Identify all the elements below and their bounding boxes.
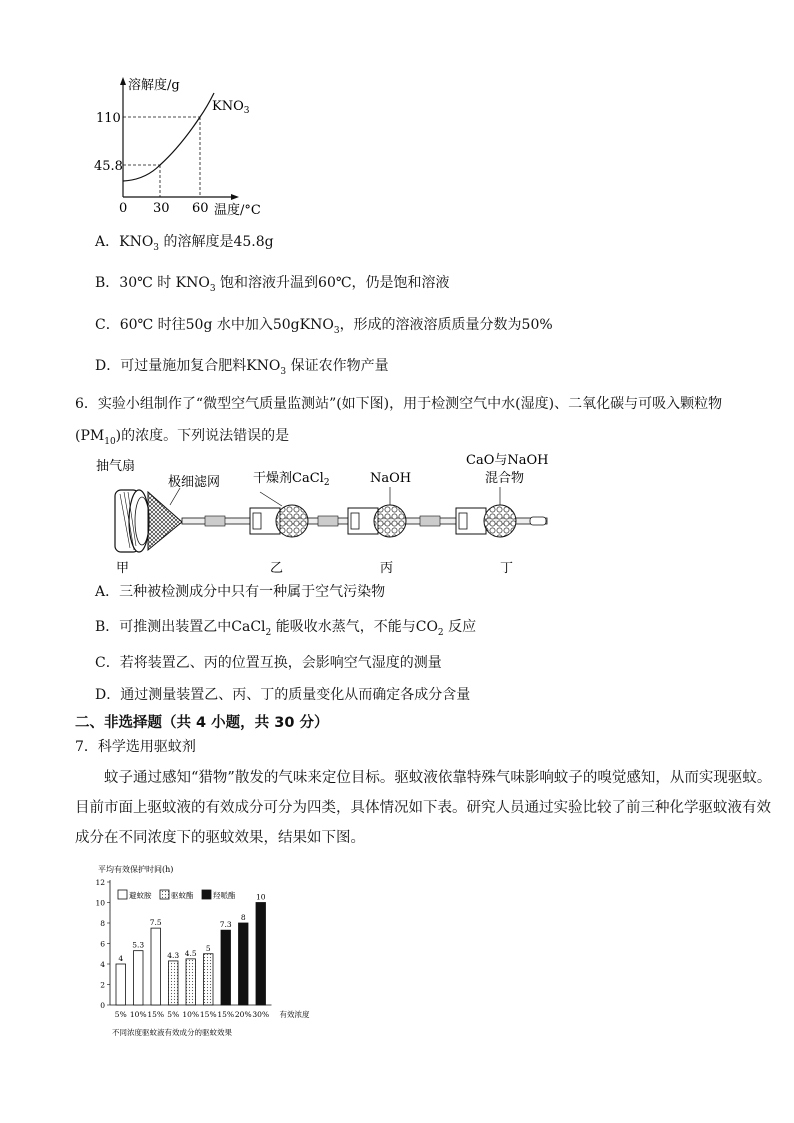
q5-option-a: A．$KNO_3$ 的溶解度是45.8g xyxy=(95,234,274,253)
q5-option-b: B．30℃ 时 $KNO_3$ 饱和溶液升温到60℃，仍是饱和溶液 xyxy=(95,275,450,294)
bar xyxy=(204,954,214,1005)
bar xyxy=(151,928,161,1005)
legend-swatch xyxy=(202,890,211,899)
q5-option-d: D．可过量施加复合肥料$KNO_3$ 保证农作物产量 xyxy=(95,358,389,377)
fan-jia xyxy=(115,490,149,552)
chart-caption: 不同浓度驱蚊液有效成分的驱蚊效果 xyxy=(112,1028,232,1037)
q6-option-c: C．若将装置乙、丙的位置互换，会影响空气湿度的测量 xyxy=(95,655,442,671)
mix-label-2: 混合物 xyxy=(485,471,525,486)
x-tick-label: 15% xyxy=(217,1010,235,1019)
curve-label: $KNO_3$ xyxy=(212,99,250,116)
graph1-ylabel: 溶解度/g xyxy=(128,78,180,93)
y-tick-label: 6 xyxy=(100,939,105,949)
device-bing xyxy=(348,487,406,537)
x-tick-label: 5% xyxy=(114,1010,127,1019)
bar-value-label: 4.3 xyxy=(167,950,180,960)
graph1-xtick-60: 60 xyxy=(192,201,209,216)
fan-label: 抽气扇 xyxy=(96,459,136,474)
legend-swatch xyxy=(160,890,169,899)
chart-xlabel: 有效浓度 xyxy=(279,1010,310,1019)
graph1-ytick-45: 45.8 xyxy=(94,159,123,174)
q6-option-b: B．可推测出装置乙中CaCl$_2$ 能吸收水蒸气，不能与$CO_2$ 反应 xyxy=(95,619,477,638)
q6-option-d: D．通过测量装置乙、丙、丁的质量变化从而确定各成分含量 xyxy=(95,687,471,703)
bar xyxy=(169,961,179,1005)
label-yi: 乙 xyxy=(270,561,284,576)
repellent-bar-chart xyxy=(80,860,330,1040)
q7-title: 7．科学选用驱蚊剂 xyxy=(75,739,196,755)
graph1-xtick-30: 30 xyxy=(153,201,170,216)
bar xyxy=(186,959,196,1005)
bar-value-label: 5.3 xyxy=(132,940,145,950)
bar-value-label: 7.3 xyxy=(219,920,232,930)
y-tick-label: 10 xyxy=(95,898,105,908)
bar-value-label: 4.5 xyxy=(184,948,197,958)
bar-value-label: 8 xyxy=(240,913,246,922)
y-tick-label: 12 xyxy=(95,878,105,887)
bar xyxy=(116,964,126,1005)
bar xyxy=(256,903,266,1006)
filter-label: 极细滤网 xyxy=(168,475,221,490)
section-heading: 二、非选择题（共 4 小题，共 30 分） xyxy=(75,715,329,731)
mix-label-1: CaO与NaOH xyxy=(466,453,549,468)
chart-title: 平均有效保护时间(h) xyxy=(98,865,174,874)
x-tick-label: 10% xyxy=(129,1010,147,1019)
x-tick-label: 15% xyxy=(147,1010,165,1019)
bar-value-label: 7.5 xyxy=(149,918,162,928)
q6-stem-line1: 6．实验小组制作了“微型空气质量监测站”(如下图)，用于检测空气中水(湿度)、二氧化碳与可吸入颗粒物 xyxy=(75,396,723,412)
q7-paragraph: 蚊子通过感知“猎物”散发的气味来定位目标。驱蚊液依靠特殊气味影响蚊子的嗅觉感知，从而实现驱蚊。目前市面上驱蚊液的有效成分可分为四类，具体情况如下表。研究人员通过实验比较了前三种化学驱蚊液有效成分在不同浓度下的驱蚊效果，结果如下图。 xyxy=(75,770,772,846)
x-tick-label: 30% xyxy=(252,1010,270,1019)
y-tick-label: 8 xyxy=(100,919,105,928)
naoh-label: NaOH xyxy=(370,471,412,486)
dryer-label: 干燥剂CaCl$_2$ xyxy=(253,471,330,488)
q5-option-c: C．60℃ 时往50g 水中加入50gKNO$_3$，形成的溶液溶质质量分数为50% xyxy=(95,317,553,336)
legend-label: 避蚊胺 xyxy=(129,891,152,900)
bar-value-label: 5 xyxy=(205,943,211,953)
legend-swatch xyxy=(118,890,127,899)
y-tick-label: 4 xyxy=(100,960,105,969)
bar-value-label: 4 xyxy=(118,954,124,963)
q6-option-a: A．三种被检测成分中只有一种属于空气污染物 xyxy=(95,584,386,600)
bar xyxy=(221,930,231,1005)
x-tick-label: 15% xyxy=(199,1010,217,1019)
filter-cone xyxy=(148,492,182,550)
bar-value-label: 10 xyxy=(255,892,266,902)
graph1-ytick-110: 110 xyxy=(96,111,121,126)
x-tick-label: 5% xyxy=(167,1010,180,1019)
legend-label: 驱蚊酯 xyxy=(171,891,194,900)
y-axis-arrow xyxy=(120,77,126,85)
x-tick-label: 10% xyxy=(182,1010,200,1019)
label-ding: 丁 xyxy=(500,561,514,576)
q6-stem-line2: $(PM_{10})$的浓度。下列说法错误的是 xyxy=(75,428,290,447)
x-axis-arrow xyxy=(231,194,239,200)
bar xyxy=(134,951,144,1005)
label-jia: 甲 xyxy=(116,561,130,576)
x-tick-label: 20% xyxy=(234,1010,252,1019)
label-bing: 丙 xyxy=(380,561,394,576)
apparatus-diagram xyxy=(90,450,560,578)
graph1-xlabel: 温度/°C xyxy=(214,203,261,218)
legend-label: 羟哌酯 xyxy=(213,891,236,900)
y-tick-label: 0 xyxy=(100,1001,105,1010)
bar xyxy=(239,923,249,1005)
solubility-graph xyxy=(90,75,290,220)
device-yi xyxy=(250,492,308,537)
device-ding xyxy=(456,487,546,537)
y-tick-label: 2 xyxy=(100,980,105,990)
graph1-xtick-0: 0 xyxy=(119,201,128,216)
